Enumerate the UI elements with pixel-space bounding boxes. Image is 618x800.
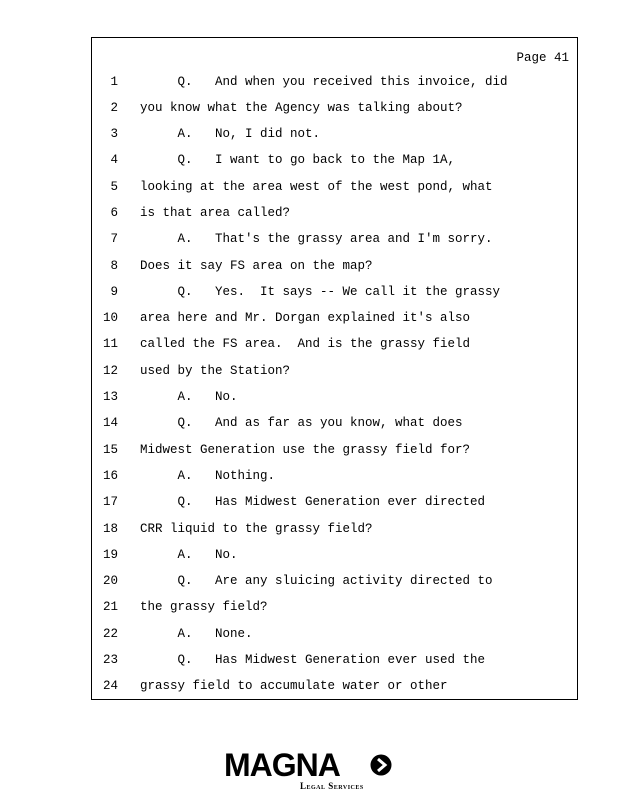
line-number: 8 [110, 259, 118, 273]
line-number: 19 [102, 548, 118, 562]
line-number: 15 [102, 443, 118, 457]
line-number: 21 [102, 600, 118, 614]
line-number: 7 [110, 232, 118, 246]
line-text: you know what the Agency was talking about? [140, 101, 463, 115]
logo-arrow-icon [370, 754, 392, 776]
transcript-page [91, 37, 578, 700]
line-text: area here and Mr. Dorgan explained it's also [140, 311, 471, 325]
line-number: 13 [102, 390, 118, 404]
line-number: 22 [102, 627, 118, 641]
line-text: called the FS area. And is the grassy field [140, 337, 471, 351]
line-text: used by the Station? [140, 364, 291, 378]
line-text: Q. And when you received this invoice, did [140, 75, 508, 89]
line-number: 11 [102, 337, 118, 351]
line-number: 1 [110, 75, 118, 89]
line-number: 12 [102, 364, 118, 378]
line-text: Q. Yes. It says -- We call it the grassy [140, 285, 501, 299]
line-number: 20 [102, 574, 118, 588]
line-number: 17 [102, 495, 118, 509]
line-text: Q. Has Midwest Generation ever directed [140, 495, 486, 509]
line-number: 16 [102, 469, 118, 483]
line-text: is that area called? [140, 206, 291, 220]
line-text: CRR liquid to the grassy field? [140, 522, 373, 536]
line-number: 10 [102, 311, 118, 325]
line-text: A. No. [140, 548, 238, 562]
line-text: Q. Are any sluicing activity directed to [140, 574, 493, 588]
line-number: 14 [102, 416, 118, 430]
line-number: 6 [110, 206, 118, 220]
magna-logo [224, 748, 394, 792]
line-text: grassy field to accumulate water or other [140, 679, 448, 693]
line-text: Q. I want to go back to the Map 1A, [140, 153, 456, 167]
line-number: 9 [110, 285, 118, 299]
line-text: A. Nothing. [140, 469, 276, 483]
line-number: 2 [110, 101, 118, 115]
page-number: Page 41 [516, 51, 569, 65]
line-text: A. No. [140, 390, 238, 404]
line-text: Q. And as far as you know, what does [140, 416, 463, 430]
line-text: A. No, I did not. [140, 127, 321, 141]
logo-subtitle: Legal Services [300, 781, 364, 791]
line-number: 4 [110, 153, 118, 167]
logo-wordmark: MAGNA [224, 747, 340, 783]
line-text: A. None. [140, 627, 253, 641]
line-text: Q. Has Midwest Generation ever used the [140, 653, 486, 667]
line-text: Does it say FS area on the map? [140, 259, 373, 273]
line-text: A. That's the grassy area and I'm sorry. [140, 232, 493, 246]
line-number: 23 [102, 653, 118, 667]
line-number: 3 [110, 127, 118, 141]
line-number: 18 [102, 522, 118, 536]
line-text: the grassy field? [140, 600, 268, 614]
line-text: Midwest Generation use the grassy field for? [140, 443, 471, 457]
line-number: 24 [102, 679, 118, 693]
line-text: looking at the area west of the west pond, what [140, 180, 493, 194]
line-number: 5 [110, 180, 118, 194]
